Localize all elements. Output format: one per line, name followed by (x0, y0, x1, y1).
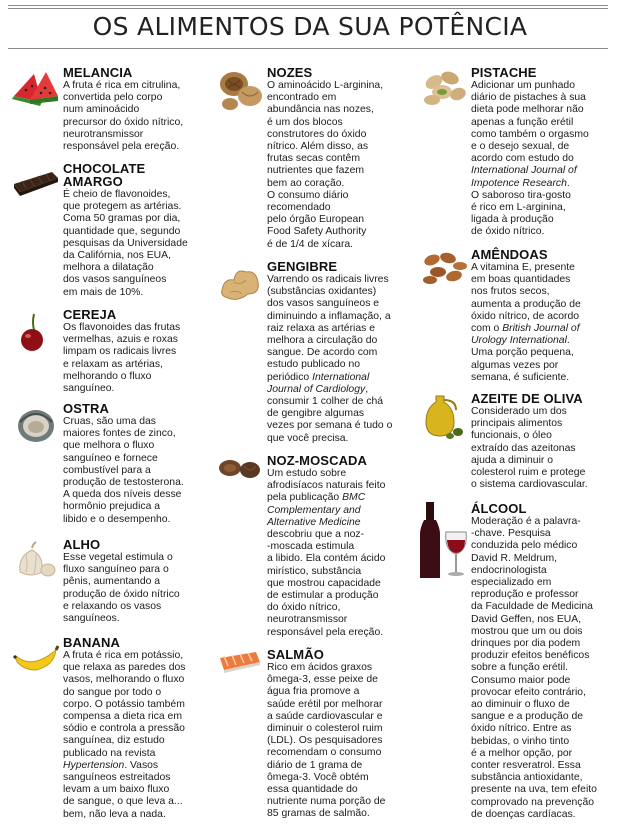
publication-title: British Journal of Urology International (471, 323, 580, 347)
text-segment: Rico em ácidos graxos ômega-3, esse peixe de água fria promove a saúde erétil por melhorar a saúde cardiovascular e diminuir o colesterol ruim (LDL). Os pesquisadores recomendam o consumo diário de 1 grama de ômega-3. Você obtém essa quantidade do nutriente numa porção de 85 gramas de salmão. (267, 662, 386, 820)
nutmeg-icon (216, 454, 264, 502)
text-segment: descobriu que a noz- -moscada estimula a libido. Ela contém ácido mirístico, substância que mostrou capacidade de estimular a produção do óxido nítrico, neurotransmissor responsável pela ereção. (267, 529, 386, 638)
food-description (63, 650, 213, 821)
food-name: ALHO (63, 537, 101, 552)
text-segment: A fruta é rica em potássio, que relaxa as paredes dos vasos, melhorando o fluxo do sangue por todo o corpo. O potássio também compensa a dieta rica em sódio e controla a pressão sanguínea, diz estudo publicado na revista (63, 650, 186, 759)
chocolate-icon (12, 162, 60, 210)
title-rule (8, 48, 608, 49)
watermelon-icon (12, 66, 60, 114)
food-description (471, 262, 620, 384)
ginger-icon (216, 260, 264, 308)
text-segment: Esse vegetal estimula o fluxo sanguíneo para o pênis, aumentando a produção de óxido nítrico e relaxando os vasos sanguíneos. (63, 552, 180, 625)
food-name: CHOCOLATE AMARGO (63, 161, 146, 189)
publication-title: BMC Complementary and Alternative Medicine (267, 492, 366, 528)
olive-oil-icon (420, 392, 468, 440)
top-rule-1 (8, 5, 608, 6)
text-segment: Um estudo sobre afrodisíacos naturais feito pela publicação (267, 468, 386, 504)
walnut-icon (216, 66, 264, 114)
food-name: NOZES (267, 65, 313, 80)
food-description (471, 516, 620, 821)
food-name: PISTACHE (471, 65, 537, 80)
cherry-icon (12, 308, 60, 356)
text-segment: . Uma porção pequena, algumas vezes por semana, é suficiente. (471, 335, 574, 383)
food-description (267, 468, 417, 639)
food-description (63, 552, 213, 625)
text-segment: Moderação é a palavra- -chave. Pesquisa conduzida pelo médico David R. Meldrum, endocrinologista especializado em reprodução e professor da Faculdade de Medicina David Geffen, nos EUA, mostrou que um ou dois drinques por dia podem produzir efeitos benéficos sobre a função erétil. Consumo maior pode provocar efeito contrário, ao diminuir o fluxo de sangue e a produção de óxido nítrico. Entre as bebidas, o vinho tinto é a melhor opção, por conter resveratrol. Essa substância antioxidante, presente na uva, tem efeito comprovado na prevenção de doenças cardíacas. (471, 516, 597, 820)
food-description (63, 189, 213, 299)
text-segment: A fruta é rica em citrulina, convertida pelo corpo num aminoácido precursor do óxido nítrico, neurotransmissor responsável pela ereção. (63, 80, 184, 153)
text-segment: . O saboroso tira-gosto é rico em L-arginina, ligada à produção de óxido nítrico. (471, 177, 571, 238)
text-segment: , consumir 1 colher de chá de gengibre algumas vezes por semana é tudo o que você precisa. (267, 383, 393, 444)
text-segment: Considerado um dos principais alimentos funcionais, o óleo extraído das azeitonas ajuda a diminuir o colesterol ruim e protege o sistema cardiovascular. (471, 406, 588, 491)
text-segment: O aminoácido L-arginina, encontrado em abundância nas nozes, é um dos blocos construtores do óxido nítrico. Além disso, as frutas secas contêm nutrientes que fazem bem ao coração. O consumo diário recomendado pelo órgão European Food Safety Authority é de 1/4 de xícara. (267, 80, 384, 250)
food-name: ÁLCOOL (471, 501, 527, 516)
page-title: OS ALIMENTOS DA SUA POTÊNCIA (92, 12, 528, 41)
banana-icon (12, 636, 60, 684)
food-name: SALMÃO (267, 647, 324, 662)
food-name: CEREJA (63, 307, 117, 322)
top-rule-2 (8, 8, 608, 9)
food-name: AZEITE DE OLIVA (471, 391, 583, 406)
wine-icon (420, 502, 468, 582)
food-description (471, 406, 620, 491)
food-name: OSTRA (63, 401, 109, 416)
text-segment: É cheio de flavonoides, que protegem as artérias. Coma 50 gramas por dia, quantidade que, segundo pesquisas da Universidade da Califórnia, nos EUA, melhora a dilatação dos vasos sanguíneos em mais de 10%. (63, 189, 188, 298)
oyster-icon (12, 402, 60, 450)
food-description (267, 274, 417, 445)
food-description (63, 416, 213, 526)
food-name: GENGIBRE (267, 259, 338, 274)
pistachio-icon (420, 66, 468, 114)
publication-title: Hypertension (63, 759, 125, 771)
food-description (267, 662, 417, 821)
food-description (63, 322, 213, 395)
text-segment: Adicionar um punhado diário de pistaches à sua dieta pode melhorar não apenas a função erétil como também o orgasmo e o desejo sexual, de acordo com estudo do (471, 80, 589, 165)
almond-icon (420, 248, 468, 296)
food-description (267, 80, 417, 251)
publication-title: International Journal of Cardiology (267, 371, 370, 395)
food-name: BANANA (63, 635, 120, 650)
food-description (471, 80, 620, 239)
food-name: NOZ-MOSCADA (267, 453, 368, 468)
salmon-icon (216, 648, 264, 696)
text-segment: Os flavonoides das frutas vermelhas, azuis e roxas limpam os radicais livres e relaxam as artérias, melhorando o fluxo sanguíneo. (63, 322, 181, 395)
garlic-icon (12, 538, 60, 586)
text-segment: A vitamina E, presente em boas quantidades nos frutos secos, aumenta a produção de óxido nítrico, de acordo com o (471, 262, 581, 335)
text-segment: Cruas, são uma das maiores fontes de zinco, que melhora o fluxo sanguíneo e fornece combustível para a produção de testosterona. A queda dos níveis desse hormônio prejudica a libido e o desempenho. (63, 416, 184, 525)
text-segment: Varrendo os radicais livres (substâncias oxidantes) dos vasos sanguíneos e diminuindo a inflamação, a raiz relaxa as artérias e melhora a circulação do sangue. De acordo com estudo publicado no periódico (267, 274, 391, 383)
text-segment: . Vasos sanguíneos estreitados levam a um baixo fluxo de sangue, o que leva a... bem, não leva a nada. (63, 759, 183, 820)
food-description (63, 80, 213, 153)
food-name: MELANCIA (63, 65, 133, 80)
food-name: AMÊNDOAS (471, 247, 548, 262)
publication-title: International Journal of Impotence Research (471, 165, 577, 189)
